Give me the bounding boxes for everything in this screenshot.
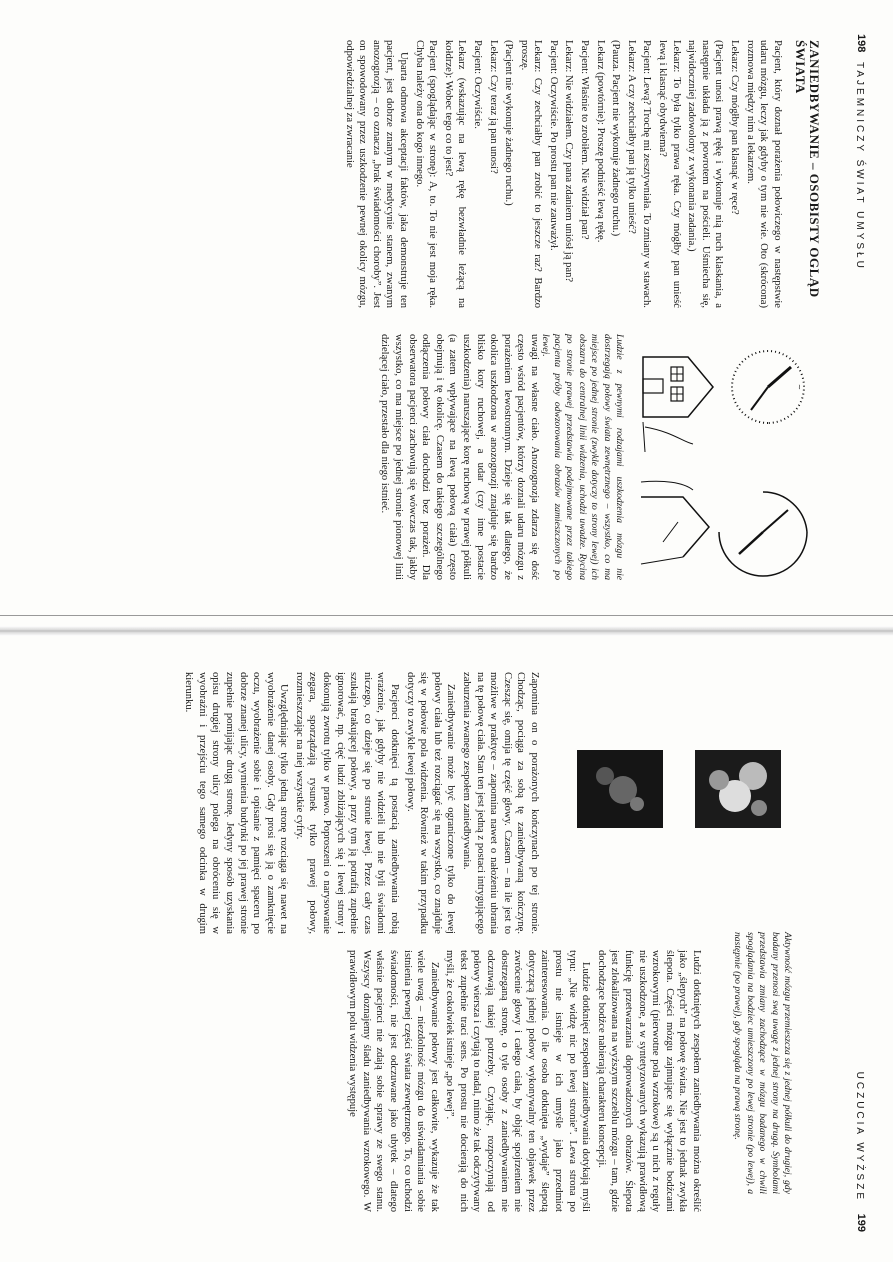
paragraph: Lekarz: Czy mógłby pan klasnąć w ręce? [729,40,741,215]
paragraph: Lekarz: A czy zechciałby pan ją tylko unieść? [625,40,637,234]
svg-text:~: ~ [795,384,803,390]
brain-scan-right-image [577,750,663,828]
paragraph: (Pauza. Pacjent nie wykonuje żadnego ruchu.) [610,40,622,237]
paragraph: Ludzie dotknięci zespołem zaniedbywania dotykają myśli typu: „Nie widzę nic po lewej stronie”. Lewa strona po prostu nie istnieje w ich umyśle jako przedmiot zainteresowania. O ile osoba dotknięta „wydaje” ślepotą dotyczącą jednej połowy wykonywalny ten objawek przez zwrócenie głowy i całego ciała, by objąć spojrzeniem nie dostrzeganą stronę, o tyle osoby z zaniedbywaniem nie odczuwają takiej potrzeby. Czytając, rozpoczynają od połowy wiersza i czytają to nadal, mimo że tak odczytywany tekst zupełnie traci sens. Po prostu nie docierają do nich myśli, że cokolwiek istnieje „po lewej”. [444,950,592,1212]
house-original-icon [643,357,713,452]
paragraph: Lekarz: To była tylko prawa ręka. Czy mógłby pan unieść lewą i klasnąć obydwiema? [657,40,682,308]
left-page-number: 198 [855,34,867,53]
paragraph: Zaniedbywanie może być ograniczone tylko do lewej połowy ciała lub też rozciągać się na wszystko, co znajduje się w połowie pola widzenia. Również w takim przypadku dotyczy to zwykle lewej połowy. [404,672,457,934]
left-column-2 [376,334,541,580]
house-patient-copy-icon [641,481,709,564]
paragraph: Pacjent: Właśnie to zrobiłem. Nie widział pan? [579,40,591,240]
right-running-head: UCZUCIA WYŻSZE [854,1071,865,1202]
paragraph: Pacjenci dotknięci tą postacią zaniedbywania robią wrażenie, jak gdyby nie widzieli lub nie byli świadomi niczego, co dzieje się po stronie lewej. Przez cały czas szukają brakującej połowy, a przy tym ją potrafią zupełnie ignorować, np. cięć ludzi zbliżających się i lewej strony i dokonują zwrotu tylko w prawo. Poproszeni o narysowanie zegara, sporządzają rysunek tylko prawej połowy, rozmieszczając na niej wszystkie cyfry. [293,672,401,934]
clock-patient-copy-icon [719,492,807,576]
paragraph: Lekarz: Nie widziałem. Czy pana zdaniem uniósł ją pan? [563,40,575,283]
clock-original-icon [732,351,804,423]
figure-caption: Ludzie z pewnymi rodzajami uszkodzenia mózgu nie dostrzegają połowy świata zewnętrznego – wszystko, co ma miejsce po jednej stronie (zwykle dotyczy to strony lewej) ich obszaru do centralnej linii widzenia, uchodzi uwadze. Rycina po stronie prawej przedstawia podejmowane przez takiego pacjenta próby odwzorowania obrazów zamieszczonych po lewej. [539,334,625,580]
paragraph: Pacjent, który doznał porażenia połowiczego w następstwie udaru mózgu, leczy jak gdyby o tym nie wie. Oto (skrócona) rozmowa między nim a lekarzem. [744,40,783,308]
paragraph: (Pacjent unosi prawą rękę i wykonuje nią ruch klaskania, a następnie układa ją z powrotem na pościeli. Uśmiecha się, najwidoczniej zadowolony z wykonania zadania.) [686,40,725,308]
article-title: ZANIEDBYWANIE – OSOBISTY OGLĄD ŚWIATA [793,40,822,298]
right-column-1 [180,672,541,934]
paragraph: Lekarz: Czy zechciałby pan zrobić to jeszcze raz? Bardzo proszę. [518,40,544,308]
brain-scan-left-image [695,750,781,828]
paragraph: Uwzględniając tylko jedną stronę rozciąga się nawet na wyobrażenie danej osoby. Gdy prosi się ją o zamknięcie oczu, wyobrażenie sobie i opisanie z pamięci spaceru po dobrze znanej ulicy, wymienia budynki po jej prawej stronie zupełnie pomijając drugą stronę. Jedyny sposób uzyskania opisu drugiej strony ulicy polega na obróceniu się w wyobraźni i przejściu tego samego odcinka w drugim kierunku. [183,672,290,934]
paragraph: Pacjent: Oczywiście. Po prostu pan nie zauważył. [547,40,559,251]
left-page [0,0,893,630]
gutter-line [0,615,893,616]
paragraph: Zaniedbywanie połowy jest całkowite, wykazuje że tak wiele uwag – niezdolność mózgu do uświadamiania sobie istnienia pewnej części świata zewnętrznego. To, co uchodzi świadomości, nie jest odczuwane jako ubytek – dlatego właśnie pacjenci nie zdają sobie sprawy ze swego stanu. Wszyscy doznajemy śladu zaniedbywania wzrokowego. W prawidłowym polu widzenia występuje [347,950,440,1212]
right-column-2 [344,950,703,1212]
paragraph: Pacjent: Lewą? Trochę mi zesztywniała. To zmiany w stawach. [641,40,653,308]
paragraph: Pacjent: Oczywiście. [471,40,483,129]
photo-caption: Aktywność mózgu przemieszcza się z jednej półkuli do drugiej, gdy badany przenosi swą uwagę z jednej strony na drugą. Symbolami przedstawia zmiany zachodzące w mózgu badanego w chwili spoglądania na bodziec umieszczony po lewej stronie (po lewej), a następnie (po prawej), gdy spogląda na prawą stronę. [732,932,793,1194]
neglect-drawings-figure [633,332,813,582]
paragraph: (Pacjent nie wykonuje żadnego ruchu.) [503,40,515,206]
paragraph: Zapomina on o porażonych kończynach po tej stronie. Chodząc, pociąga za sobą tę zaniedbywaną kończynę. Czesząc się, omija tę część głowy. Czasem – na ile jest to możliwe w praktyce – zapomina nawet o nałożeniu ubrania na tę połowę ciała. Stan ten jest jedną z postaci intrygującego zaburzenia zwanego zespołem zaniedbywania. [461,672,540,934]
paragraph: uwagi na własne ciało. Anozognozja zdarza się dość często wśród pacjentów, którzy doznali udaru mózgu z porażeniem lewostronnym. Dzieje się tak dlatego, że okolica uszkodzona w anozognozji znajduje się bardzo blisko kory ruchowej, a udar (czy inne postacie uszkodzenia) naruszające korę ruchową w prawej półkuli (a zatem wpływające na lewą połową ciała) często obejmują i tę okolicę. Czasem do takiego szczególnego odłączenia połowy ciała dochodzi bez porażeń. Dla obserwatora pacjenci zachowują się wówczas tak, jakby wszystko, co ma miejsce po jednej stronie pionowej linii dzielącej ciało, przestało dla niego istnieć. [379,334,540,580]
left-column-1 [340,40,821,308]
paragraph: Ludzi dotkniętych zespołem zaniedbywania można określić jako „ślepych” na połowę świata. Nie jest to jednak zwykła ślepota. Części mózgu zajmujące się wyłącznie bodźcami wzrokowymi (pierwotne pola wzrokowe) są u nich z reguły nie uszkodzone, a w syntetyzowanych wykazują prawidłową funkcję przetwarzania doprowadzonych obrazów. Ślepota jest zlokalizowana na wyższym szczeblu mózgu – tam, gdzie dochodzące bodźce nabierają charakteru koncepcji. [595,950,702,1212]
paragraph: Lekarz (powtórnie): Proszę podnieść lewą rękę. [594,40,606,243]
paragraph: Uparta odmowa akceptacji faktów, jaka demonstruje ten pacjent, jest dobrze znanym w medycynie stanem, zwanym anozognozją – co oznacza „brak świadomości choroby”. Jest on spowodowany przez uszkodzenie pewnej okolicy mózgu, odpowiedzialnej za zwracanie [343,40,409,308]
paragraph: Lekarz: Czy teraz ją pan unosi? [487,40,499,174]
paragraph: Pacjent (spoglądając w stronę): A, to. To nie jest moja ręka. Chyba należy ona do kogo innego. [413,40,439,308]
left-running-head: TAJEMNICZY ŚWIAT UMYSŁU [854,62,865,271]
paragraph: Lekarz (wskazując na lewą rękę bezwładnie leżącą na kołdrze): Wobec tego co to jest? [442,40,468,308]
right-page [0,632,893,1262]
right-page-number: 199 [855,1213,867,1232]
